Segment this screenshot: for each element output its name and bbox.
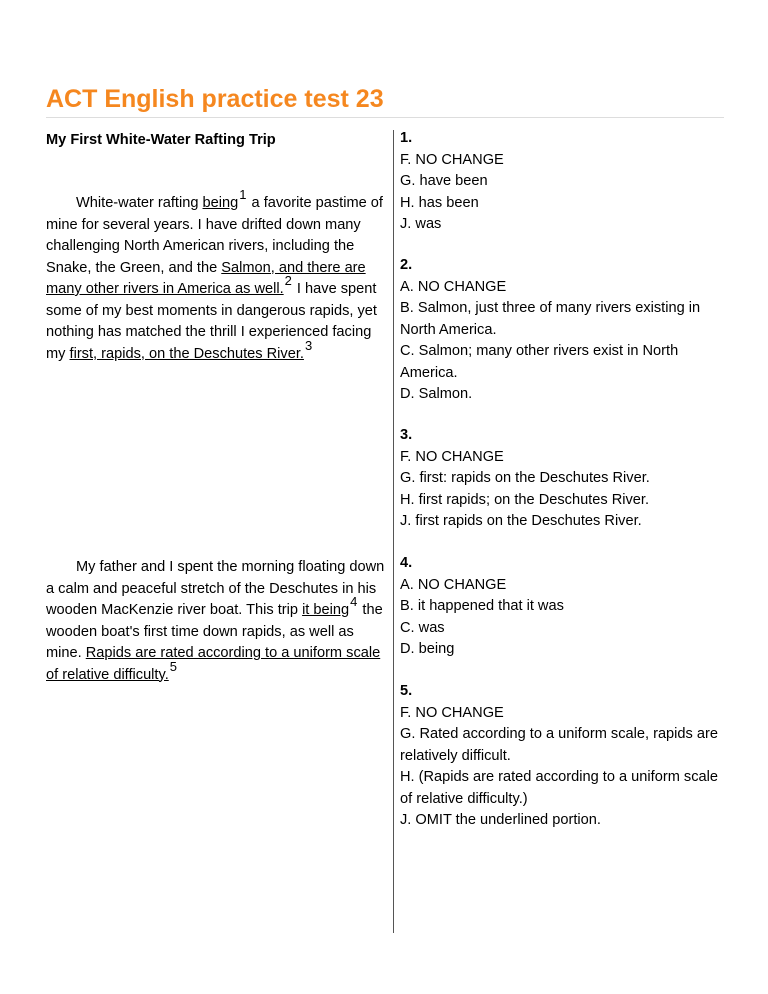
question-3	[400, 425, 730, 533]
passage-paragraph-1	[46, 187, 386, 365]
question-marker-2[interactable]: 2	[284, 273, 292, 288]
answer-option[interactable]: H. has been	[400, 194, 479, 211]
answer-option[interactable]: F. NO CHANGE	[400, 448, 504, 465]
underlined-portion-3[interactable]: first, rapids, on the Deschutes River.	[69, 345, 304, 362]
question-number: 5.	[400, 683, 413, 699]
passage-text: White-water rafting	[76, 195, 203, 211]
answer-option[interactable]: G. Rated according to a uniform scale, rapids are relatively difficult.	[400, 726, 718, 764]
underlined-portion-5[interactable]: Rapids are rated according to a uniform scale of relative difficulty.	[46, 645, 381, 683]
passage-text: the wooden boat's first time down rapids, as well as mine.	[46, 602, 383, 661]
answer-option[interactable]: D. being	[400, 641, 455, 657]
question-number: 1.	[400, 130, 413, 146]
column-divider	[393, 130, 394, 933]
question-2	[400, 255, 730, 406]
title-divider	[46, 117, 724, 118]
question-number: 2.	[400, 257, 413, 273]
passage-paragraph-2	[46, 557, 386, 686]
question-marker-3[interactable]: 3	[304, 337, 313, 353]
answer-option[interactable]: H. first rapids; on the Deschutes River.	[400, 491, 650, 508]
question-marker-1[interactable]: 1	[239, 187, 247, 202]
underlined-portion-1[interactable]: being	[202, 195, 239, 211]
answer-option[interactable]: A. NO CHANGE	[400, 278, 507, 295]
answer-option[interactable]: F. NO CHANGE	[400, 151, 504, 168]
answer-option[interactable]: F. NO CHANGE	[400, 704, 504, 721]
answer-option[interactable]: G. have been	[400, 173, 488, 189]
underlined-portion-2[interactable]: Salmon, and there are many other rivers in America as well.	[46, 259, 366, 297]
passage-text: I have spent some of my best moments in dangerous rapids, yet nothing has matched the thrill I experienced facing my	[46, 281, 377, 362]
question-marker-5[interactable]: 5	[169, 658, 177, 674]
passage-title: My First White-Water Rafting Trip	[46, 132, 276, 148]
answer-option[interactable]: C. Salmon; many other rivers exist in North America.	[400, 343, 679, 381]
question-4	[400, 553, 730, 661]
answer-option[interactable]: J. was	[400, 216, 442, 232]
passage-text: My father and I spent the morning floating down a calm and peaceful stretch of the Deschutes in his wooden MacKenzie river boat. This trip	[46, 559, 385, 618]
question-5	[400, 681, 730, 832]
question-number: 4.	[400, 555, 413, 571]
answer-option[interactable]: H. (Rapids are rated according to a uniform scale of relative difficulty.)	[400, 769, 718, 807]
answer-option[interactable]: C. was	[400, 619, 445, 636]
question-1	[400, 128, 730, 236]
answer-option[interactable]: G. first: rapids on the Deschutes River.	[400, 470, 650, 486]
answer-option[interactable]: J. OMIT the underlined portion.	[400, 812, 601, 828]
page-title: ACT English practice test 23	[46, 85, 384, 113]
question-number: 3.	[400, 427, 413, 443]
answer-option[interactable]: B. Salmon, just three of many rivers existing in North America.	[400, 300, 701, 338]
answer-option[interactable]: B. it happened that it was	[400, 598, 564, 614]
passage-text: a favorite pastime of mine for several years. I have drifted down many challenging North American rivers, including the Snake, the Green, and the	[46, 195, 383, 276]
underlined-portion-4[interactable]: it being	[302, 602, 350, 618]
question-marker-4[interactable]: 4	[350, 594, 358, 609]
answer-option[interactable]: D. Salmon.	[400, 386, 473, 402]
answer-option[interactable]: J. first rapids on the Deschutes River.	[400, 513, 642, 529]
answer-option[interactable]: A. NO CHANGE	[400, 576, 507, 593]
